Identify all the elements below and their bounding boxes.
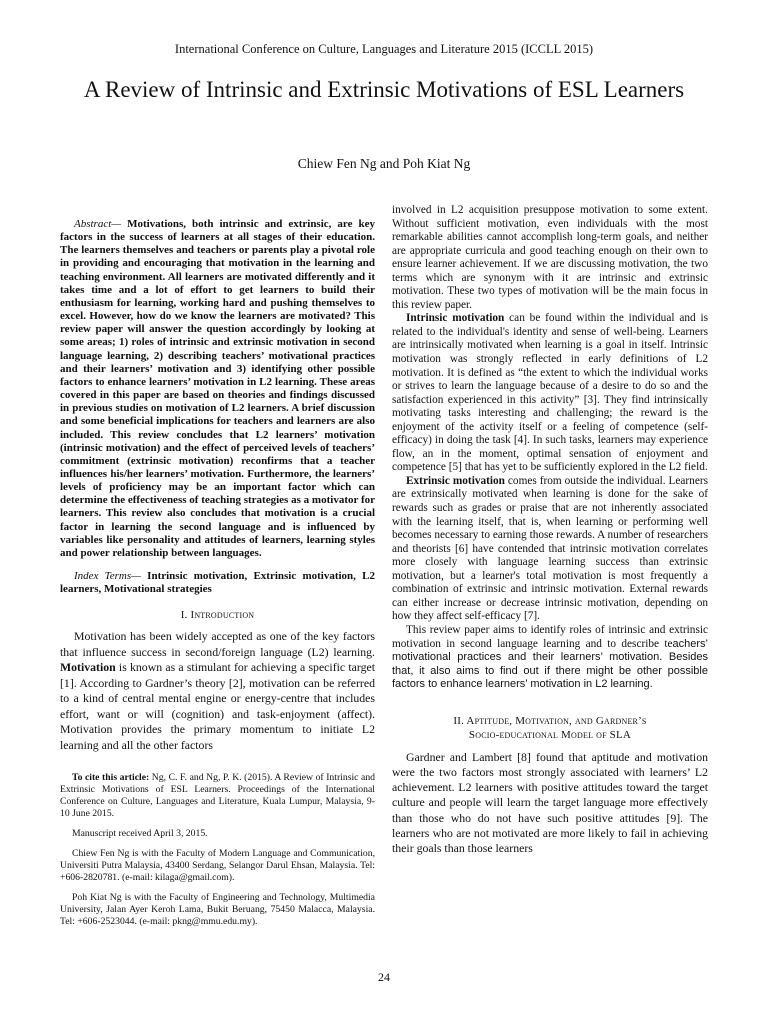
author1-affiliation: Chiew Fen Ng is with the Faculty of Modern Language and Communication, Universiti Putra Malaysia, 43400 Serdang, Selangor Darul Ehsan, Malaysia. Tel: +606-2820781. (e-mail: kilaga@gmail.com).	[60, 847, 375, 883]
intrinsic-term: Intrinsic motivation	[406, 312, 505, 325]
abstract-text: Motivations, both intrinsic and extrinsic, are key factors in the success of learners at all stages of their education. The learners themselves and teachers or parents play a pivotal role in providing and encouraging that motivation in the learning and teaching environment. All learners are motivated differently and it takes time and a lot of effort to get learners to build their enthusiasm for learning, working hard and pushing themselves to excel. However, how do we know the learners are motivated? This review paper will answer the question accordingly by looking at some areas; 1) roles of intrinsic and extrinsic motivation in second language learning, 2) describing teachers’ motivational practices and their learners’ motivation and 3) identifying other possible factors to enhance learners’ motivation in L2 learning. These areas covered in this paper are based on theories and findings discussed in previous studies on motivation of L2 learners. A brief discussion and some beneficial implications for teachers and learners are also included. This review concludes that L2 learners’ motivation (intrinsic motivation) and the effect of perceived levels of teachers’ commitment (extrinsic motivation) reconfirms that a teacher influences his/her learners’ motivation. Furthermore, the learners’ levels of proficiency may be an important factor which can determine the effectiveness of teaching strategies as a motivator for learners. This review also concludes that motivation is a crucial factor in learning the second language and is influenced by variables like personality and attitudes of learners, learning styles and power relationship between languages.	[60, 218, 375, 559]
section-heading-introduction: I. Introduction	[180, 609, 255, 622]
aim-text-b: achers’ motivational practices and their learners’ motivation. Besides that, it also aims to find out if there might be other possible factors to enhance learners’ motivation in L2 learning.	[392, 637, 708, 691]
section2-heading-line2: Socio-educational Model of SLA	[468, 728, 632, 741]
citation-note	[60, 772, 375, 820]
intro-bold-motivation: Motivation	[60, 660, 116, 675]
intrinsic-paragraph	[392, 312, 708, 475]
intro-text-b: is known as a stimulant for achieving a specific target [1]. According to Gardner’s theory [2], motivation can be referred to a kind of central mental engine or energy-centre that includes effort, want or will (cognition) and task-enjoyment (affect). Motivation provides the primary momentum to initiate L2 learning and all the other factors	[60, 660, 375, 753]
aptitude-paragraph: Gardner and Lambert [8] found that aptitude and motivation were the two factors most strongly associated with learners’ L2 achievement. L2 learners with positive attitudes toward the target culture and people will learn the target language more effectively than those who do not have such positive attitudes [9]. The learners who are not motivated are more likely to fail in achieving their goals than those learners	[392, 749, 708, 855]
intro-continuation: involved in L2 acquisition presuppose motivation to some extent. Without sufficient motivation, even individuals with the most remarkable abilities cannot accomplish long-term goals, and neither are appropriate curricula and good teaching enough on their own to ensure learner achievement. If we are discussing motivation, the two terms which are synonym with it are intrinsic and extrinsic motivation. These two types of motivation will be the main focus in this review paper.	[392, 204, 708, 311]
extrinsic-text: comes from outside the individual. Learners are extrinsically motivated when learning is done for the sake of rewards such as grades or praise that are not inherently associated with the learning itself, that is, when learning or performing well becomes necessary to earning those rewards. A number of researchers and theorists [6] have contended that intrinsic motivation correlates more closely with language learning success than extrinsic motivation, but a learner's total motivation is most frequently a combination of extrinsic and intrinsic motivation. External rewards can either increase or decrease intrinsic motivation, depending on how they affect self-efficacy [7].	[392, 474, 708, 623]
citation-label: To cite this article:	[72, 771, 150, 783]
paper-title: A Review of Intrinsic and Extrinsic Motivations of ESL Learners	[83, 77, 685, 102]
intrinsic-text: can be found within the individual and is related to the individual's identity and sense of well-being. Learners are intrinsically motivated when learning is a goal in itself. Intrinsic motivation was strongly reflected in early definitions of L2 motivation. It is defined as “the extent to which the individual works or strives to learn the language because of a desire to do so and the satisfaction experienced in this activity” [3]. They find intrinsically motivating tasks interesting and challenging; the reward is the enjoyment of the activity itself or a feeling of competence (self-efficacy) in doing the task [4]. In such tasks, learners may experience flow, an in the moment, optimal sensation of enjoyment and competence [5] that has yet to be sufficiently explored in the L2 field.	[392, 312, 708, 474]
index-terms	[60, 570, 375, 596]
conference-header: International Conference on Culture, Languages and Literature 2015 (ICCLL 2015)	[174, 42, 594, 56]
section2-heading-line1: II. Aptitude, Motivation, and Gardner’s	[453, 714, 647, 727]
introduction-paragraph	[60, 629, 375, 754]
aim-paragraph	[392, 624, 708, 692]
aim-text-a: This review paper aims to identify roles of intrinsic and extrinsic motivation in second language learning and to describe te	[392, 623, 708, 650]
page-number: 24	[378, 970, 390, 984]
abstract-label: Abstract—	[74, 218, 122, 230]
left-column	[60, 218, 375, 936]
intro-text-a: Motivation has been widely accepted as one of the key factors that influence success in second/foreign language (L2) learning.	[60, 628, 375, 659]
extrinsic-term: Extrinsic motivation	[406, 474, 505, 487]
footnotes	[60, 772, 375, 928]
index-terms-label: Index Terms—	[74, 570, 141, 583]
index-terms-text: Intrinsic motivation, Extrinsic motivation, L2 learners, Motivational strategies	[60, 570, 375, 596]
paper-authors: Chiew Fen Ng and Poh Kiat Ng	[297, 156, 471, 171]
citation-text: Ng, C. F. and Ng, P. K. (2015). A Review of Intrinsic and Extrinsic Motivations of ESL Learners. Proceedings of the International Conference on Culture, Languages and Literature, Kuala Lumpur, Malaysia, 9-10 June 2015.	[60, 771, 376, 819]
abstract	[60, 218, 375, 560]
extrinsic-paragraph	[392, 475, 708, 624]
author2-affiliation: Poh Kiat Ng is with the Faculty of Engineering and Technology, Multimedia University, Jalan Ayer Keroh Lama, Bukit Beruang, 75450 Malacca, Malaysia. Tel: +606-2523044. (e-mail: pkng@mmu.edu.my).	[60, 891, 375, 927]
section-heading-aptitude	[392, 714, 708, 742]
right-column	[392, 204, 708, 856]
manuscript-received: Manuscript received April 3, 2015.	[72, 827, 208, 839]
